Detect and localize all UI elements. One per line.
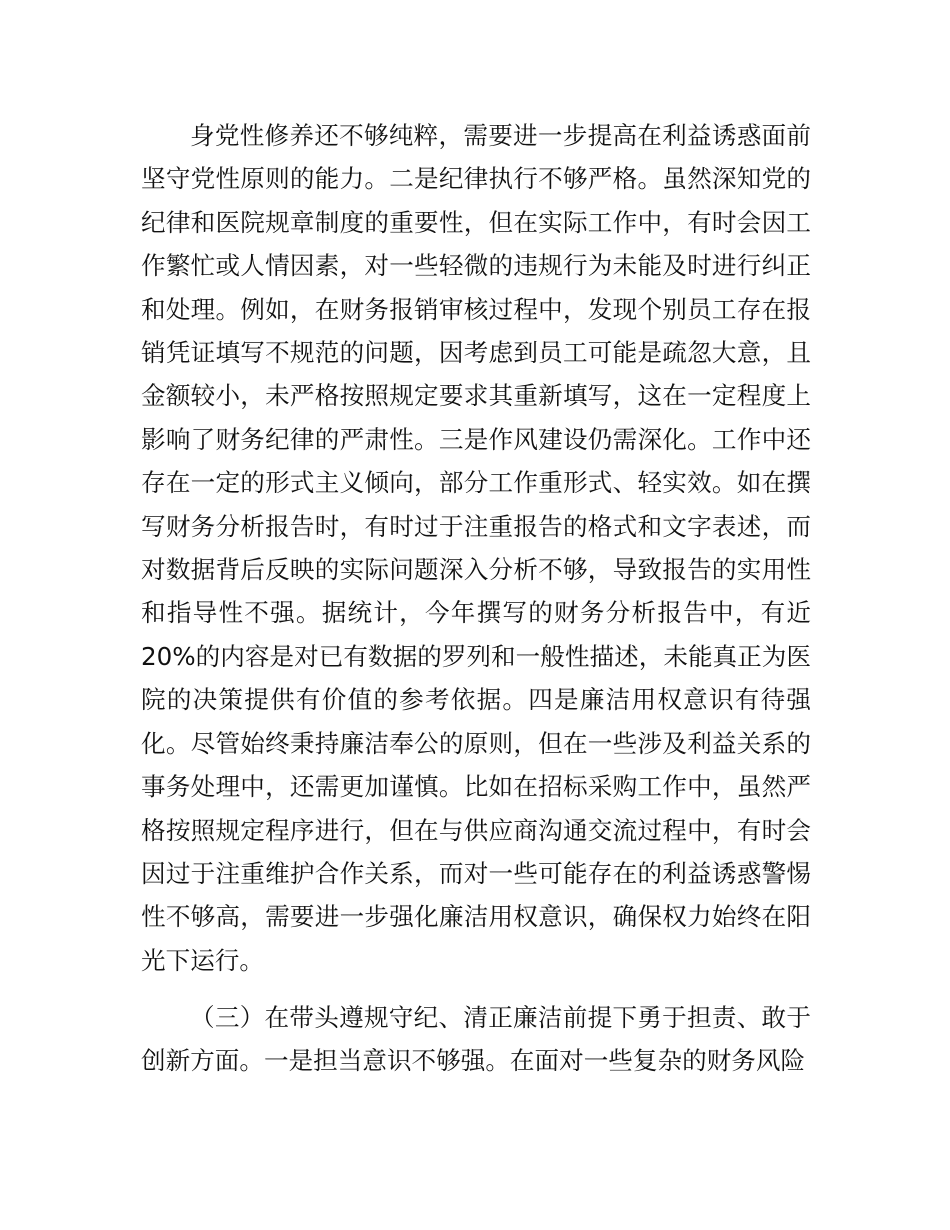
body-paragraph-2: （三）在带头遵规守纪、清正廉洁前提下勇于担责、敢于创新方面。一是担当意识不够强。在面对一些复杂的财务风险 <box>141 1003 811 1076</box>
body-paragraph-1: 身党性修养还不够纯粹，需要进一步提高在利益诱惑面前坚守党性原则的能力。二是纪律执行不够严格。虽然深知党的纪律和医院规章制度的重要性，但在实际工作中，有时会因工作繁忙或人情因素，对一些轻微的违规行为未能及时进行纠正和处理。例如，在财务报销审核过程中，发现个别员工存在报销凭证填写不规范的问题，因考虑到员工可能是疏忽大意，且金额较小，未严格按照规定要求其重新填写，这在一定程度上影响了财务纪律的严肃性。三是作风建设仍需深化。工作中还存在一定的形式主义倾向，部分工作重形式、轻实效。如在撰写财务分析报告时，有时过于注重报告的格式和文字表述，而对数据背后反映的实际问题深入分析不够，导致报告的实用性和指导性不强。据统计，今年撰写的财务分析报告中，有近20%的内容是对已有数据的罗列和一般性描述，未能真正为医院的决策提供有价值的参考依据。四是廉洁用权意识有待强化。尽管始终秉持廉洁奉公的原则，但在一些涉及利益关系的事务处理中，还需更加谨慎。比如在招标采购工作中，虽然严格按照规定程序进行，但在与供应商沟通交流过程中，有时会因过于注重维护合作关系，而对一些可能存在的利益诱惑警惕性不够高，需要进一步强化廉洁用权意识，确保权力始终在阳光下运行。 <box>141 121 811 975</box>
